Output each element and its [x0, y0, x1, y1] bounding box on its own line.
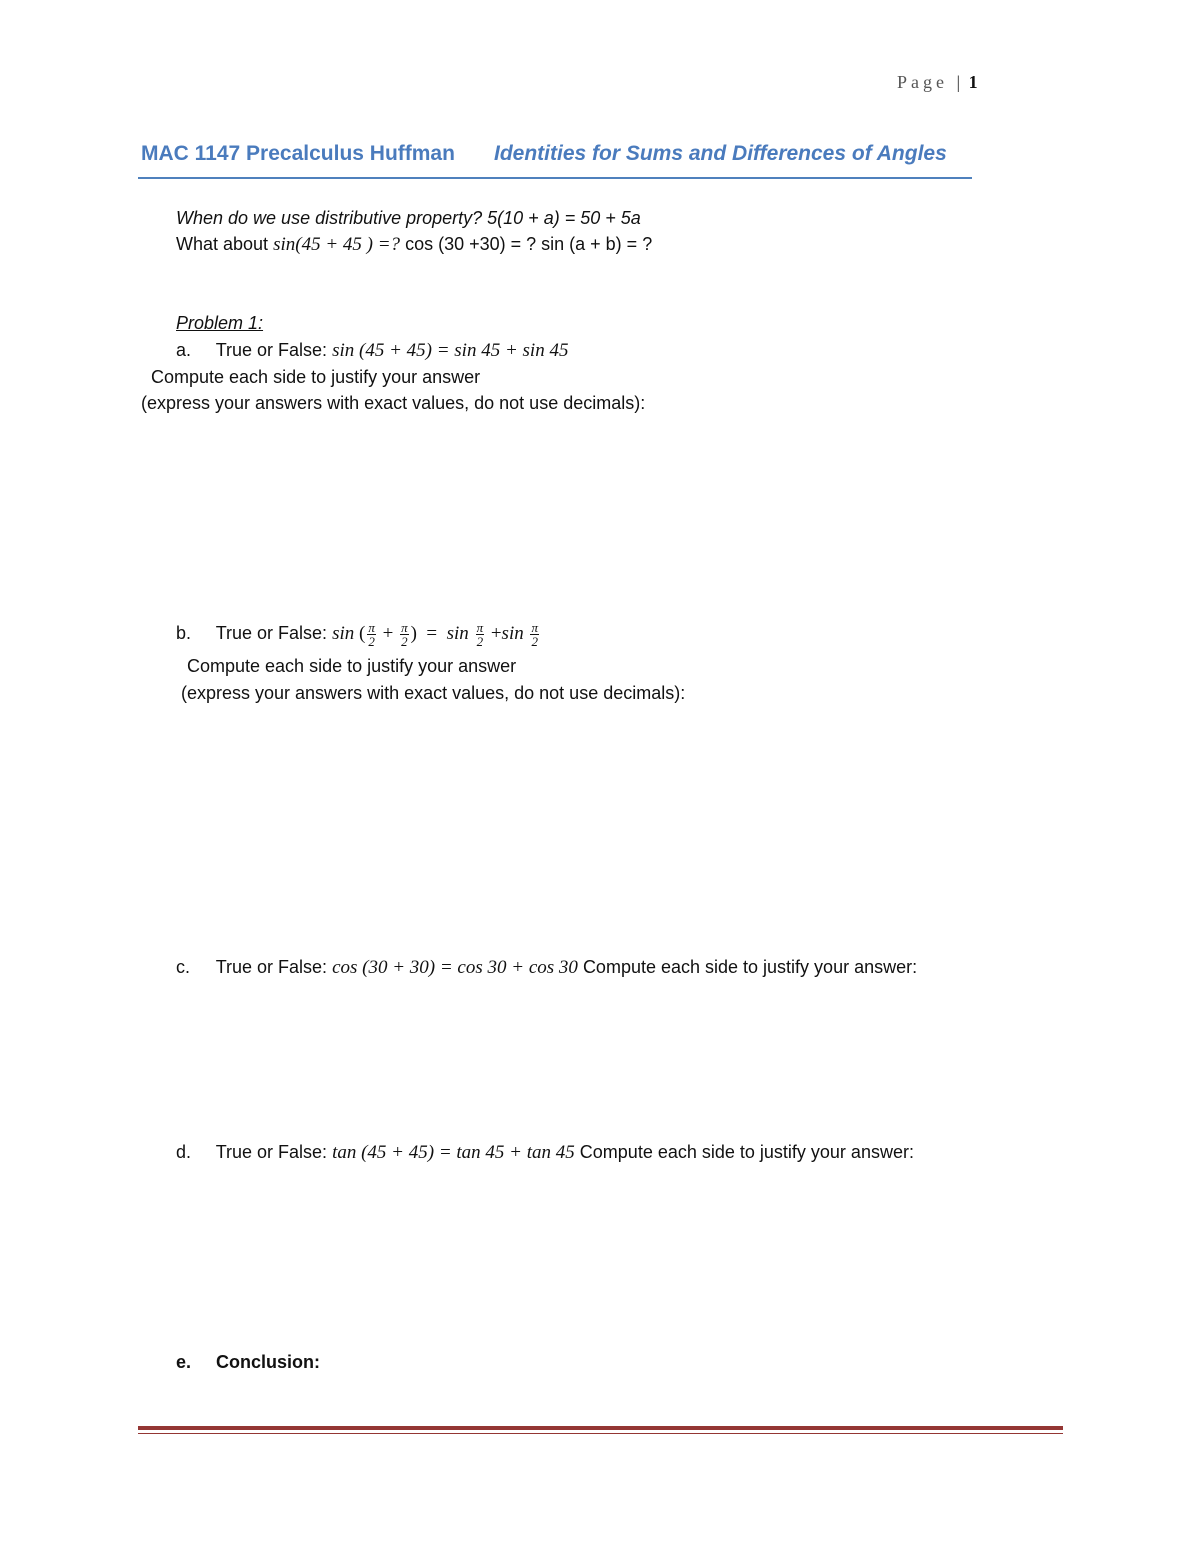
- problem-b-plus-2: +: [490, 622, 502, 644]
- problem-b-sin-3: sin: [501, 622, 524, 644]
- problem-a-label: a.: [176, 340, 192, 360]
- title-rule: [138, 177, 972, 179]
- problem-b-math: [332, 620, 541, 649]
- problem-b-label: b.: [176, 622, 192, 643]
- problem-b-fraction-2: $\frac{\pi}{2}$: [401, 620, 408, 649]
- problem-c-prefix: True or False:: [215, 957, 333, 977]
- problem-b-fraction-1: $\frac{\pi}{2}$: [368, 620, 375, 649]
- intro-question-1: When do we use distributive property? 5(10 + a) = 50 + 5a: [176, 208, 641, 228]
- problem-b: [176, 621, 541, 648]
- problem-a-math: sin (45 + 45) = sin 45 + sin 45: [332, 340, 569, 361]
- problem-b-express: (express your answers with exact values, do not use decimals):: [181, 683, 686, 703]
- problem-d: [176, 1142, 914, 1164]
- intro-question-2: [176, 234, 652, 256]
- problem-c-suffix: Compute each side to justify your answer:: [582, 957, 918, 977]
- problem-a: [176, 340, 568, 362]
- problem-heading: Problem 1:: [176, 313, 264, 333]
- problem-e-text: Conclusion:: [216, 1352, 321, 1372]
- problem-a-compute: Compute each side to justify your answer: [151, 367, 481, 387]
- topic-title: Identities for Sums and Differences of Angles: [494, 142, 947, 165]
- page-number-value: 1: [968, 72, 978, 92]
- problem-c-label: c.: [176, 957, 191, 977]
- page-separator: |: [956, 72, 961, 92]
- problem-b-equals: =: [426, 622, 438, 644]
- problem-a-express: (express your answers with exact values, do not use decimals):: [141, 393, 646, 413]
- footer-rule-thick: [138, 1426, 1063, 1430]
- problem-b-sin-1: sin: [332, 622, 355, 644]
- intro-question-2-prefix: What about: [176, 234, 274, 254]
- problem-a-prefix: True or False:: [215, 340, 333, 360]
- problem-b-prefix: True or False:: [215, 622, 333, 643]
- problem-d-label: d.: [176, 1142, 192, 1162]
- problem-b-close-paren: ): [410, 622, 417, 644]
- problem-b-plus-1: +: [382, 622, 394, 644]
- problem-b-sin-2: sin: [446, 622, 469, 644]
- problem-e-label: e.: [176, 1352, 192, 1372]
- problem-b-compute: Compute each side to justify your answer: [187, 656, 517, 676]
- problem-d-prefix: True or False:: [215, 1142, 333, 1162]
- footer-rule-thin: [138, 1433, 1063, 1434]
- intro-question-2-rest: cos (30 +30) = ? sin (a + b) = ?: [405, 234, 653, 254]
- problem-e: [176, 1352, 320, 1373]
- problem-b-open-paren: (: [359, 622, 366, 644]
- problem-b-fraction-3: $\frac{\pi}{2}$: [476, 620, 484, 649]
- problem-c-math: cos (30 + 30) = cos 30 + cos 30: [332, 957, 578, 978]
- problem-d-suffix: Compute each side to justify your answer:: [579, 1142, 914, 1162]
- intro-question-2-math: sin(45 + 45 ) =?: [273, 234, 401, 255]
- course-title: MAC 1147 Precalculus Huffman: [141, 142, 455, 165]
- problem-d-math: tan (45 + 45) = tan 45 + tan 45: [332, 1142, 575, 1163]
- page-number: [897, 72, 978, 93]
- problem-c: [176, 957, 917, 979]
- problem-b-fraction-4: $\frac{\pi}{2}$: [531, 620, 538, 649]
- page-word: Page: [897, 72, 948, 92]
